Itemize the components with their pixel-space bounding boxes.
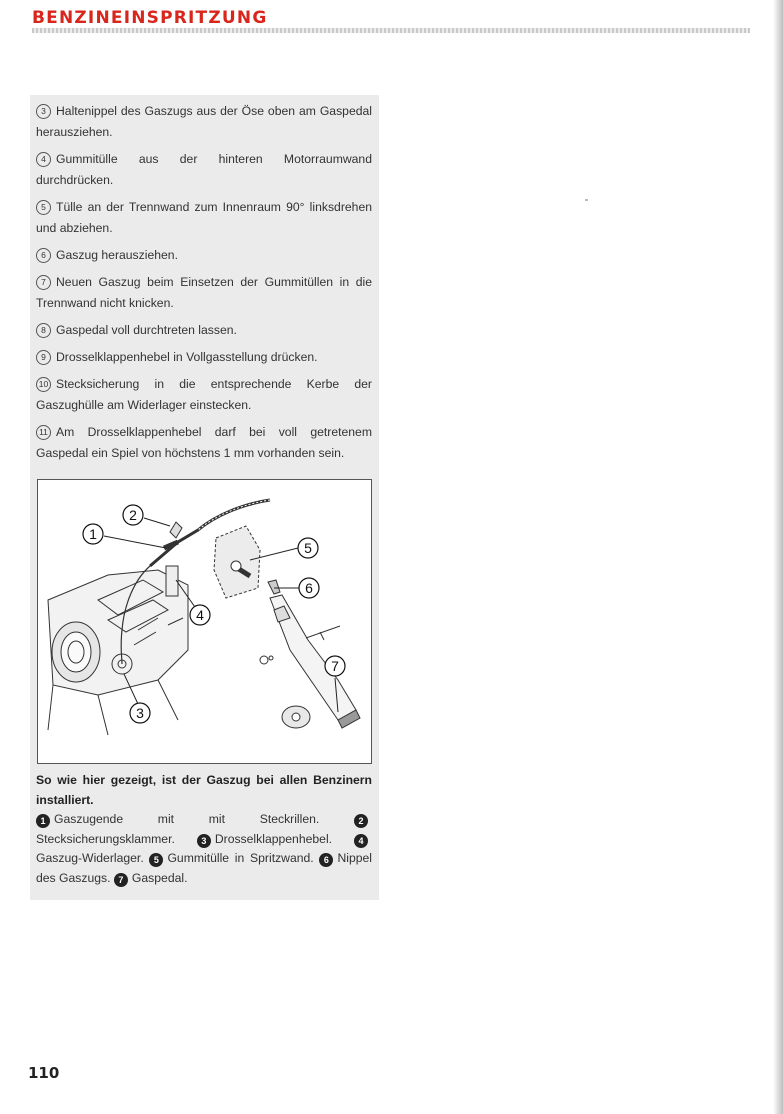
step-item bbox=[36, 101, 372, 143]
caption-item: Gummitülle in Spritzwand. bbox=[167, 851, 314, 865]
step-item bbox=[36, 347, 372, 368]
step-text: Gaspedal voll durchtreten lassen. bbox=[56, 323, 237, 337]
caption-item: Gaszugende mit mit Steckrillen. bbox=[54, 812, 320, 826]
instruction-steps bbox=[36, 101, 372, 470]
step-item bbox=[36, 320, 372, 341]
callout-3: 3 bbox=[136, 705, 144, 721]
step-number-icon: 3 bbox=[36, 104, 51, 119]
callout-5: 5 bbox=[304, 540, 312, 556]
step-item bbox=[36, 245, 372, 266]
section-title: BENZINEINSPRITZUNG bbox=[32, 8, 268, 28]
header-rule bbox=[32, 28, 750, 33]
step-item bbox=[36, 422, 372, 464]
step-text: Am Drosselklappenhebel darf bei voll getretenem Gaspedal ein Spiel von höchstens 1 mm vorhanden sein. bbox=[36, 425, 372, 460]
gas-pedal-drawing bbox=[260, 580, 360, 728]
step-text: Tülle an der Trennwand zum Innenraum 90° linksdrehen und abziehen. bbox=[36, 200, 372, 235]
caption-item: Drosselklappenhebel. bbox=[214, 831, 333, 846]
caption-number-icon: 1 bbox=[36, 814, 50, 828]
content-panel bbox=[30, 95, 379, 900]
page-edge-shadow bbox=[773, 0, 783, 1114]
step-number-icon: 4 bbox=[36, 152, 51, 167]
step-text: Stecksicherung in die entsprechende Kerbe der Gaszughülle am Widerlager einstecken. bbox=[36, 377, 372, 412]
step-item bbox=[36, 272, 372, 314]
caption-item: Gaszug-Widerlager. bbox=[36, 851, 144, 865]
step-number-icon: 11 bbox=[36, 425, 51, 440]
caption-number-icon: 2 bbox=[354, 814, 368, 828]
step-number-icon: 7 bbox=[36, 275, 51, 290]
step-number-icon: 6 bbox=[36, 248, 51, 263]
step-text: Haltenippel des Gaszugs aus der Öse oben am Gaspedal herausziehen. bbox=[36, 104, 372, 139]
step-text: Drosselklappenhebel in Vollgasstellung drücken. bbox=[56, 350, 318, 364]
caption-title: So wie hier gezeigt, ist der Gaszug bei allen Benzinern installiert. bbox=[36, 773, 372, 807]
caption-item: Gaspedal. bbox=[131, 870, 188, 885]
callout-2: 2 bbox=[129, 507, 137, 523]
print-speck bbox=[585, 199, 588, 201]
step-text: Gummitülle aus der hinteren Motorraumwand durchdrücken. bbox=[36, 152, 372, 187]
callout-4: 4 bbox=[196, 607, 204, 623]
step-number-icon: 8 bbox=[36, 323, 51, 338]
caption-number-icon: 4 bbox=[354, 834, 368, 848]
firewall-grommet-drawing bbox=[214, 526, 260, 598]
page-number: 110 bbox=[28, 1064, 60, 1082]
caption-number-icon: 7 bbox=[114, 873, 128, 887]
callout-7: 7 bbox=[331, 658, 339, 674]
callout-1: 1 bbox=[89, 526, 97, 542]
step-number-icon: 10 bbox=[36, 377, 51, 392]
step-text: Neuen Gaszug beim Einsetzen der Gummitüllen in die Trennwand nicht knicken. bbox=[36, 275, 372, 310]
caption-number-icon: 6 bbox=[319, 853, 333, 867]
step-item bbox=[36, 149, 372, 191]
caption-number-icon: 5 bbox=[149, 853, 163, 867]
step-item bbox=[36, 197, 372, 239]
caption-item: Nippel des Gaszugs. bbox=[36, 851, 372, 885]
caption-number-icon: 3 bbox=[197, 834, 211, 848]
figure-caption bbox=[36, 771, 372, 888]
step-number-icon: 5 bbox=[36, 200, 51, 215]
caption-item: Stecksicherungsklammer. bbox=[36, 831, 175, 846]
gas-cable-diagram bbox=[38, 480, 371, 763]
step-text: Gaszug herausziehen. bbox=[56, 248, 178, 262]
step-number-icon: 9 bbox=[36, 350, 51, 365]
callout-6: 6 bbox=[305, 580, 313, 596]
step-item bbox=[36, 374, 372, 416]
technical-illustration bbox=[37, 479, 372, 764]
